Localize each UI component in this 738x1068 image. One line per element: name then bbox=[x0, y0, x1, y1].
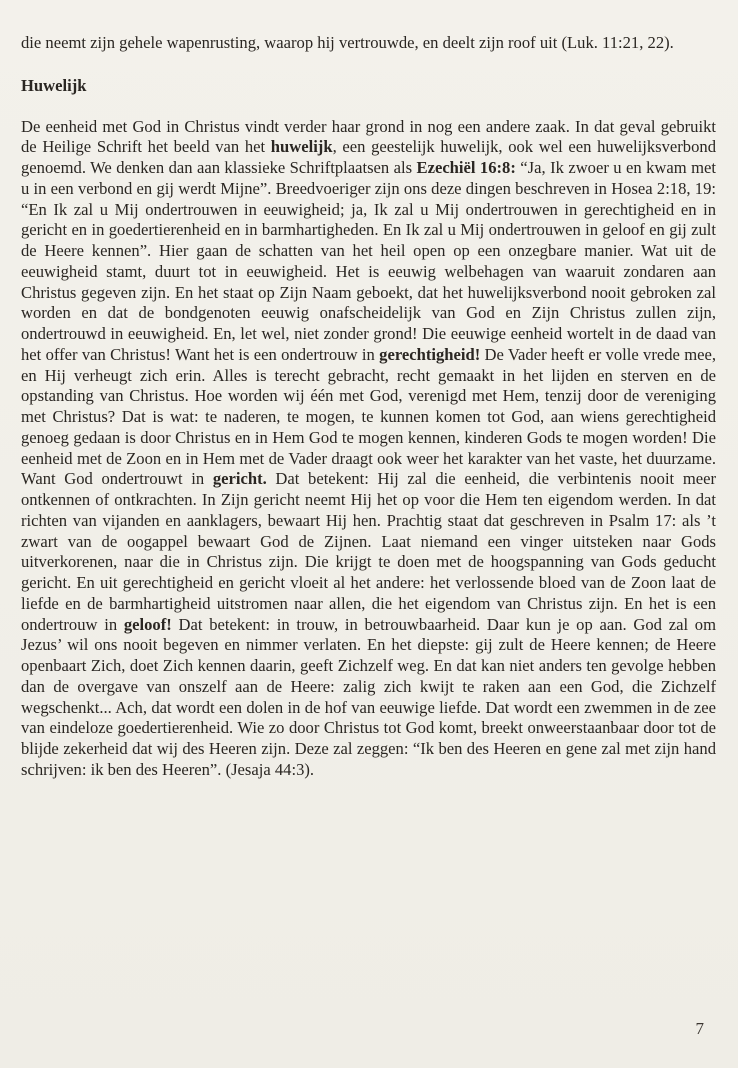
text-run: “Ja, Ik zwoer u en kwam met u in een verbond en gij werdt Mijne”. Breedvoeriger zijn ons deze dingen beschreven in Hosea 2:18, 19: “En Ik zal u Mij ondertrouwen in eeuwigheid; ja, Ik zal u Mij ondertrouwen in gerechtigheid en in gericht en in goedertierenheid en in barmhartigheden. En Ik zal u Mij ondertrouwen in geloof en gij zult de Heere kennen”. Hier gaan de schatten van het heil open op een onzegbare manier. Wat uit de eeuwigheid stamt, duurt tot in eeuwigheid. Het is eeuwig welbehagen van waaruit zondaren aan Christus gegeven zijn. En het staat op Zijn Naam geboekt, dat het huwelijksverbond nooit gebroken zal worden en dat de bondgenoten eeuwig onafscheidelijk van God en Zijn Christus zullen zijn, ondertrouwd in eeuwigheid. En, let wel, niet zonder grond! Die eeuwige eenheid wortelt in de daad van het offer van Christus! Want het is een ondertrouw in bbox=[21, 158, 716, 364]
emphasis-ezechiel-reference: Ezechiël 16:8: bbox=[416, 158, 516, 177]
emphasis-geloof: geloof! bbox=[123, 614, 172, 634]
page-number: 7 bbox=[695, 1019, 704, 1038]
text-run: , een geestelijk huwelijk, ook wel een huwelijksverbond genoemd. We denken dan aan klassieke Schriftplaatsen als bbox=[21, 137, 716, 177]
emphasis-gericht: gericht. bbox=[212, 469, 267, 489]
intro-paragraph: die neemt zijn gehele wapenrusting, waarop hij vertrouwde, en deelt zijn roof uit (Luk. 11:21, 22). bbox=[21, 33, 674, 52]
emphasis-huwelijk: huwelijk bbox=[270, 137, 333, 157]
main-paragraph bbox=[21, 117, 716, 781]
section-heading: Huwelijk bbox=[21, 75, 87, 95]
text-run: De Vader heeft er volle vrede mee, en Hij verheugt zich erin. Alles is terecht gebracht, recht gemaakt in het lijden en sterven en de opstanding van Christus. Hoe worden wij één met God, verenigd met Hem, tenzij door de vereniging met Christus? Dat is wat: te naderen, te mogen, te kunnen komen tot God, aan wiens gerechtigheid genoeg gedaan is door Christus en in Hem God te mogen kennen, kinderen Gods te mogen worden! Die eenheid met de Zoon en in Hem met de Vader draagt ook weer het karakter van het vaste, het duurzame. Want God ondertrouwt in bbox=[21, 344, 716, 489]
emphasis-gerechtigheid: gerechtigheid! bbox=[379, 344, 481, 364]
text-run: Dat betekent: Hij zal die eenheid, die verbintenis nooit meer ontkennen of ontkrachten. In Zijn gericht neemt Hij het op voor die Hem ten eigendom werden. In dat richten van vijanden en aanklagers, bewaart Hij hen. Prachtig staat dat geschreven in Psalm 17: als ’t zwart van de oogappel bewaart God de Zijnen. Laat niemand een vinger uitsteken naar Gods uitverkorenen, naar die in Christus zijn. Die krijgt te doen met de hoogspanning van Gods geducht gericht. En uit gerechtigheid en gericht vloeit al het andere: het verlossende bloed van de Zoon laat de liefde en de barmhartigheid uitstromen naar allen, die het eigendom van Christus zijn. En het is een ondertrouw in bbox=[21, 469, 716, 634]
text-run: Dat betekent: in trouw, in betrouwbaarheid. Daar kun je op aan. God zal om Jezus’ wil ons nooit begeven en nimmer verlaten. En het diepste: gij zult de Heere kennen; de Heere openbaart Zich, doet Zich kennen daarin, geeft Zichzelf weg. En dat kan niet anders ten gevolge hebben dan de overgave van onszelf aan de Heere: zalig zich kwijt te raken aan een God, die Zichzelf wegschenkt... Ach, dat wordt een dolen in de hof van eeuwige liefde. Dat wordt een zwemmen in de zee van eindeloze goedertierenheid. Wie zo door Christus tot God komt, breekt onweerstaanbaar door tot de blijde zekerheid dat wij des Heeren zijn. Deze zal zeggen: “Ik ben des Heeren en gene zal met zijn hand schrijven: ik ben des Heeren”. (Jesaja 44:3). bbox=[21, 614, 716, 779]
page-body bbox=[21, 33, 716, 781]
text-run: De eenheid met God in Christus vindt verder haar grond in nog een andere zaak. In dat geval gebruikt de Heilige Schrift het beeld van het bbox=[21, 116, 716, 157]
